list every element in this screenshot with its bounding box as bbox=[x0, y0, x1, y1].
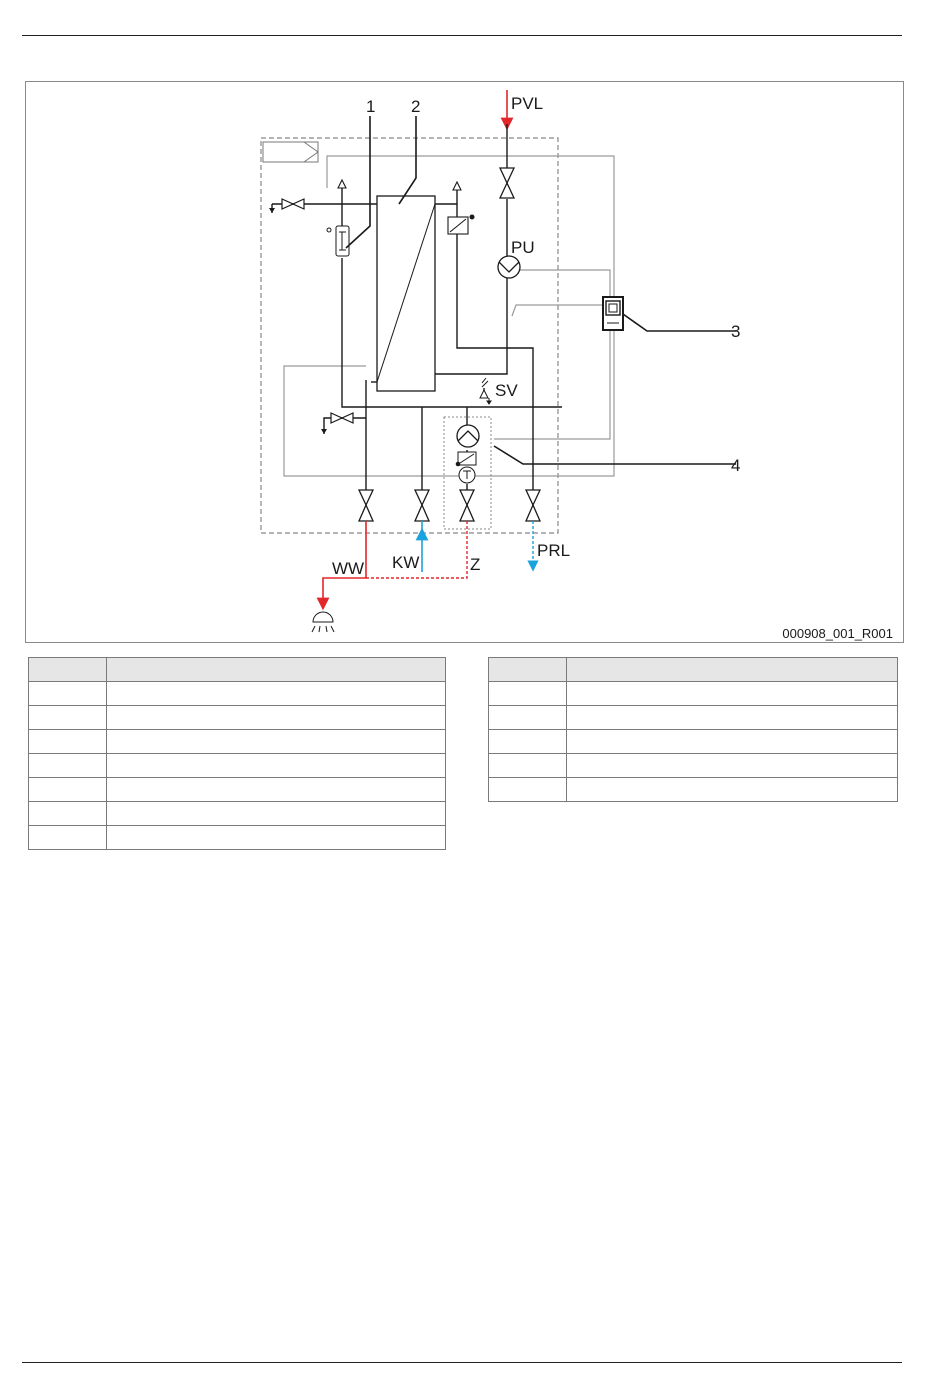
legend-header-pos bbox=[29, 658, 107, 682]
legend-header-desc bbox=[567, 658, 898, 682]
legend-cell-pos bbox=[489, 754, 567, 778]
table-row bbox=[489, 754, 898, 778]
vent-icons bbox=[338, 180, 461, 190]
table-row bbox=[29, 682, 446, 706]
table-row bbox=[29, 802, 446, 826]
callout-3: 3 bbox=[731, 322, 741, 341]
ww-valve-icon bbox=[359, 490, 373, 521]
legend-cell-pos bbox=[29, 730, 107, 754]
prl-valve-icon bbox=[526, 490, 540, 521]
hydraulic-schematic bbox=[26, 82, 905, 644]
footer-rule bbox=[22, 1362, 902, 1363]
drain-valve-icon bbox=[331, 413, 353, 423]
kw-valve-icon bbox=[415, 490, 429, 521]
header-rule bbox=[22, 35, 902, 36]
thermometer-icon bbox=[459, 467, 475, 483]
table-row bbox=[29, 730, 446, 754]
controller-unit-icon bbox=[603, 297, 623, 330]
label-sv: SV bbox=[495, 381, 518, 400]
table-row bbox=[489, 778, 898, 802]
primary-pump-icon bbox=[498, 256, 520, 278]
table-row bbox=[489, 682, 898, 706]
callout-2: 2 bbox=[411, 97, 421, 116]
legend-cell-desc bbox=[107, 778, 446, 802]
legend-table-left bbox=[28, 657, 446, 850]
check-valve-icon bbox=[448, 217, 468, 234]
safety-valve-icon bbox=[480, 378, 491, 404]
controller-box bbox=[263, 142, 318, 162]
callout-4: 4 bbox=[731, 456, 741, 475]
table-row bbox=[29, 706, 446, 730]
legend-header-row bbox=[29, 658, 446, 682]
legend-cell-desc bbox=[107, 682, 446, 706]
label-ww: WW bbox=[332, 559, 365, 578]
legend-header-row bbox=[489, 658, 898, 682]
legend-header-pos bbox=[489, 658, 567, 682]
legend-cell-pos bbox=[489, 706, 567, 730]
legend-cell-pos bbox=[489, 730, 567, 754]
legend-header-desc bbox=[107, 658, 446, 682]
vent-valve-icon bbox=[282, 199, 304, 209]
legend-cell-desc bbox=[567, 754, 898, 778]
figure-id: 000908_001_R001 bbox=[782, 626, 893, 641]
legend-cell-desc bbox=[567, 682, 898, 706]
legend-cell-desc bbox=[107, 826, 446, 850]
system-diagram bbox=[25, 81, 904, 643]
legend-cell-desc bbox=[107, 754, 446, 778]
legend-cell-pos bbox=[29, 682, 107, 706]
shower-outlet-icon bbox=[312, 612, 334, 632]
table-row bbox=[29, 754, 446, 778]
legend-cell-pos bbox=[489, 682, 567, 706]
legend-cell-pos bbox=[29, 802, 107, 826]
temperature-sensor-icon bbox=[327, 226, 349, 256]
circulation-pump-icon bbox=[457, 425, 479, 447]
legend-table-right bbox=[488, 657, 898, 802]
label-pu: PU bbox=[511, 238, 535, 257]
legend-cell-desc bbox=[107, 802, 446, 826]
legend-cell-pos bbox=[489, 778, 567, 802]
legend-cell-pos bbox=[29, 754, 107, 778]
table-row bbox=[489, 730, 898, 754]
table-row bbox=[29, 778, 446, 802]
circulation-check-valve-icon bbox=[458, 452, 476, 465]
table-row bbox=[489, 706, 898, 730]
legend-cell-desc bbox=[567, 778, 898, 802]
pvl-valve-icon bbox=[500, 168, 514, 198]
label-z: Z bbox=[470, 555, 481, 574]
legend-cell-desc bbox=[107, 706, 446, 730]
legend-cell-desc bbox=[567, 706, 898, 730]
legend-cell-desc bbox=[567, 730, 898, 754]
table-row bbox=[29, 826, 446, 850]
callout-1: 1 bbox=[366, 97, 376, 116]
label-prl: PRL bbox=[537, 541, 571, 560]
z-valve-icon bbox=[460, 490, 474, 521]
legend-cell-desc bbox=[107, 730, 446, 754]
legend-cell-pos bbox=[29, 826, 107, 850]
legend-cell-pos bbox=[29, 778, 107, 802]
label-pvl: PVL bbox=[511, 94, 544, 113]
legend-cell-pos bbox=[29, 706, 107, 730]
label-kw: KW bbox=[392, 553, 420, 572]
